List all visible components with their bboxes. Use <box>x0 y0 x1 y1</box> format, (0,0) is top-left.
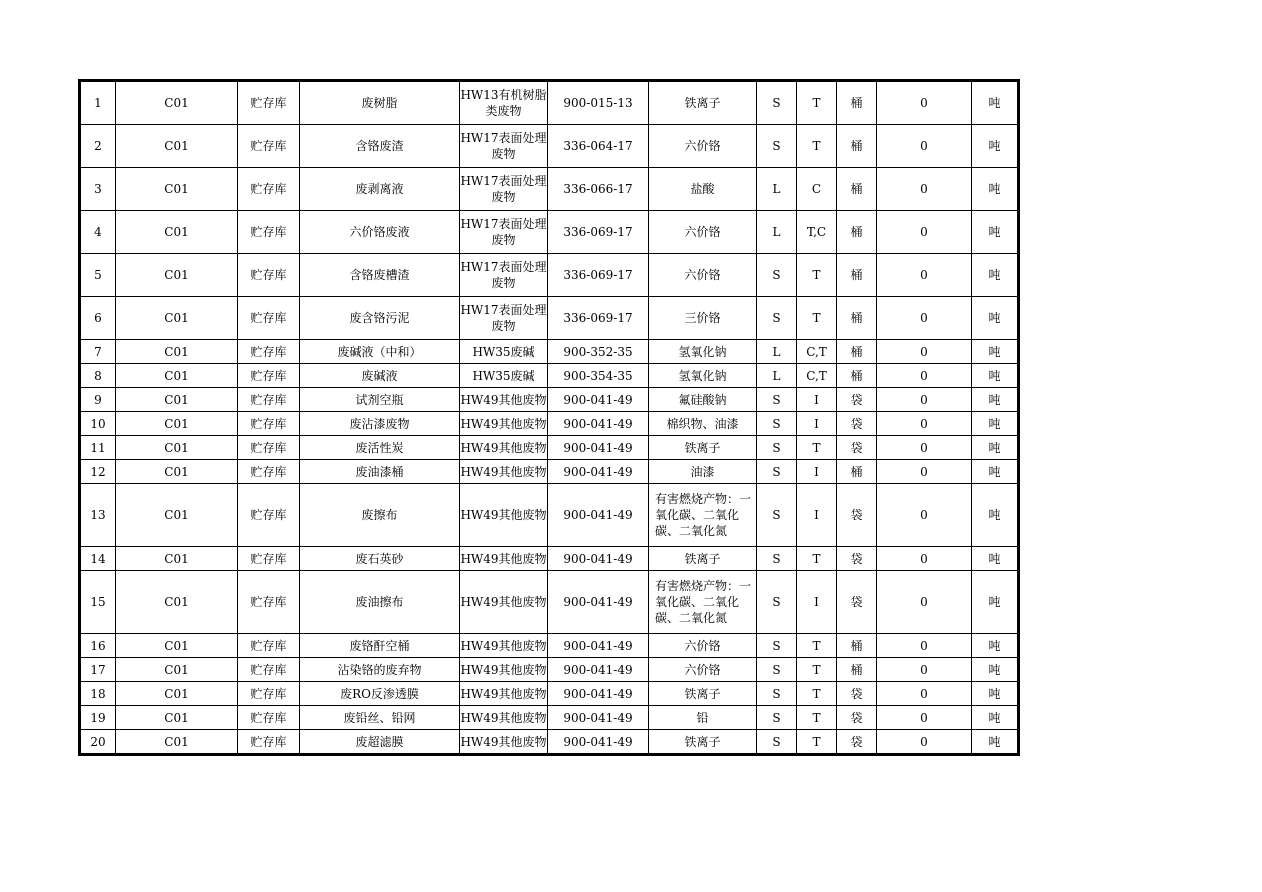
waste-category-cell: HW49其他废物 <box>460 658 548 682</box>
waste-name-cell: 废碱液 <box>300 364 460 388</box>
physical-state-cell: S <box>757 388 797 412</box>
unit-cell: 吨 <box>972 125 1019 168</box>
waste-code-cell: 900-041-49 <box>548 730 649 755</box>
physical-state-cell: S <box>757 484 797 547</box>
storage-place-cell: 贮存库 <box>238 460 300 484</box>
hazard-property-cell: T <box>797 730 837 755</box>
waste-name-cell: 废油擦布 <box>300 571 460 634</box>
storage-place-cell: 贮存库 <box>238 340 300 364</box>
location-code-cell: C01 <box>116 81 238 125</box>
physical-state-cell: S <box>757 547 797 571</box>
physical-state-cell: S <box>757 682 797 706</box>
location-code-cell: C01 <box>116 297 238 340</box>
location-code-cell: C01 <box>116 658 238 682</box>
waste-code-cell: 336-064-17 <box>548 125 649 168</box>
row-number-cell: 2 <box>80 125 116 168</box>
row-number-cell: 4 <box>80 211 116 254</box>
row-number-cell: 11 <box>80 436 116 460</box>
quantity-cell: 0 <box>877 81 972 125</box>
waste-name-cell: 废沾漆废物 <box>300 412 460 436</box>
table-row <box>80 571 1019 634</box>
waste-category-cell: HW35废碱 <box>460 364 548 388</box>
location-code-cell: C01 <box>116 571 238 634</box>
quantity-cell: 0 <box>877 571 972 634</box>
unit-cell: 吨 <box>972 682 1019 706</box>
hazardous-component-cell: 铅 <box>649 706 757 730</box>
location-code-cell: C01 <box>116 211 238 254</box>
hazard-property-cell: T <box>797 634 837 658</box>
waste-category-cell: HW13有机树脂类废物 <box>460 81 548 125</box>
hazardous-component-cell: 棉织物、油漆 <box>649 412 757 436</box>
storage-place-cell: 贮存库 <box>238 682 300 706</box>
waste-code-cell: 336-069-17 <box>548 211 649 254</box>
hazardous-component-cell: 油漆 <box>649 460 757 484</box>
location-code-cell: C01 <box>116 168 238 211</box>
hazardous-component-cell: 铁离子 <box>649 547 757 571</box>
quantity-cell: 0 <box>877 340 972 364</box>
waste-category-cell: HW49其他废物 <box>460 634 548 658</box>
unit-cell: 吨 <box>972 388 1019 412</box>
waste-category-cell: HW49其他废物 <box>460 706 548 730</box>
waste-category-cell: HW49其他废物 <box>460 388 548 412</box>
table-row <box>80 412 1019 436</box>
quantity-cell: 0 <box>877 364 972 388</box>
waste-code-cell: 900-352-35 <box>548 340 649 364</box>
physical-state-cell: S <box>757 460 797 484</box>
waste-name-cell: 废石英砂 <box>300 547 460 571</box>
waste-code-cell: 900-041-49 <box>548 706 649 730</box>
packaging-cell: 桶 <box>837 81 877 125</box>
physical-state-cell: S <box>757 254 797 297</box>
packaging-cell: 桶 <box>837 211 877 254</box>
waste-name-cell: 六价铬废液 <box>300 211 460 254</box>
hazard-property-cell: C,T <box>797 364 837 388</box>
storage-place-cell: 贮存库 <box>238 168 300 211</box>
waste-name-cell: 沾染铬的废弃物 <box>300 658 460 682</box>
row-number-cell: 1 <box>80 81 116 125</box>
storage-place-cell: 贮存库 <box>238 436 300 460</box>
row-number-cell: 18 <box>80 682 116 706</box>
waste-inventory-table <box>78 79 1020 756</box>
hazardous-component-cell: 铁离子 <box>649 730 757 755</box>
waste-category-cell: HW49其他废物 <box>460 682 548 706</box>
hazard-property-cell: I <box>797 460 837 484</box>
row-number-cell: 14 <box>80 547 116 571</box>
waste-code-cell: 336-069-17 <box>548 297 649 340</box>
location-code-cell: C01 <box>116 364 238 388</box>
location-code-cell: C01 <box>116 484 238 547</box>
storage-place-cell: 贮存库 <box>238 547 300 571</box>
storage-place-cell: 贮存库 <box>238 388 300 412</box>
location-code-cell: C01 <box>116 340 238 364</box>
waste-code-cell: 336-066-17 <box>548 168 649 211</box>
waste-category-cell: HW17表面处理废物 <box>460 168 548 211</box>
hazardous-component-cell: 铁离子 <box>649 436 757 460</box>
hazardous-component-cell: 三价铬 <box>649 297 757 340</box>
waste-name-cell: 含铬废渣 <box>300 125 460 168</box>
location-code-cell: C01 <box>116 254 238 297</box>
table-row <box>80 730 1019 755</box>
packaging-cell: 袋 <box>837 436 877 460</box>
hazard-property-cell: T <box>797 254 837 297</box>
unit-cell: 吨 <box>972 168 1019 211</box>
table-row <box>80 168 1019 211</box>
storage-place-cell: 贮存库 <box>238 297 300 340</box>
hazardous-component-cell: 六价铬 <box>649 254 757 297</box>
table-row <box>80 125 1019 168</box>
packaging-cell: 桶 <box>837 460 877 484</box>
packaging-cell: 袋 <box>837 571 877 634</box>
unit-cell: 吨 <box>972 658 1019 682</box>
packaging-cell: 桶 <box>837 634 877 658</box>
hazard-property-cell: T <box>797 658 837 682</box>
unit-cell: 吨 <box>972 706 1019 730</box>
hazard-property-cell: T <box>797 297 837 340</box>
row-number-cell: 6 <box>80 297 116 340</box>
waste-code-cell: 900-041-49 <box>548 682 649 706</box>
physical-state-cell: S <box>757 125 797 168</box>
table-row <box>80 547 1019 571</box>
waste-name-cell: 试剂空瓶 <box>300 388 460 412</box>
physical-state-cell: L <box>757 340 797 364</box>
quantity-cell: 0 <box>877 658 972 682</box>
row-number-cell: 17 <box>80 658 116 682</box>
location-code-cell: C01 <box>116 634 238 658</box>
waste-category-cell: HW17表面处理废物 <box>460 125 548 168</box>
packaging-cell: 袋 <box>837 388 877 412</box>
row-number-cell: 7 <box>80 340 116 364</box>
physical-state-cell: S <box>757 297 797 340</box>
physical-state-cell: L <box>757 168 797 211</box>
packaging-cell: 袋 <box>837 730 877 755</box>
table-row <box>80 297 1019 340</box>
quantity-cell: 0 <box>877 682 972 706</box>
hazardous-component-cell: 六价铬 <box>649 125 757 168</box>
physical-state-cell: L <box>757 364 797 388</box>
waste-category-cell: HW49其他废物 <box>460 460 548 484</box>
quantity-cell: 0 <box>877 730 972 755</box>
hazard-property-cell: T <box>797 547 837 571</box>
waste-category-cell: HW49其他废物 <box>460 571 548 634</box>
unit-cell: 吨 <box>972 547 1019 571</box>
waste-name-cell: 废RO反渗透膜 <box>300 682 460 706</box>
quantity-cell: 0 <box>877 436 972 460</box>
unit-cell: 吨 <box>972 81 1019 125</box>
hazardous-component-cell: 氢氧化钠 <box>649 364 757 388</box>
unit-cell: 吨 <box>972 460 1019 484</box>
hazardous-component-cell: 六价铬 <box>649 658 757 682</box>
quantity-cell: 0 <box>877 254 972 297</box>
quantity-cell: 0 <box>877 125 972 168</box>
unit-cell: 吨 <box>972 571 1019 634</box>
unit-cell: 吨 <box>972 634 1019 658</box>
location-code-cell: C01 <box>116 706 238 730</box>
packaging-cell: 袋 <box>837 706 877 730</box>
row-number-cell: 12 <box>80 460 116 484</box>
hazardous-component-cell: 铁离子 <box>649 682 757 706</box>
quantity-cell: 0 <box>877 634 972 658</box>
hazard-property-cell: T <box>797 706 837 730</box>
table-row <box>80 388 1019 412</box>
quantity-cell: 0 <box>877 388 972 412</box>
waste-code-cell: 900-041-49 <box>548 436 649 460</box>
table-row <box>80 682 1019 706</box>
packaging-cell: 桶 <box>837 297 877 340</box>
packaging-cell: 桶 <box>837 254 877 297</box>
location-code-cell: C01 <box>116 682 238 706</box>
waste-category-cell: HW35废碱 <box>460 340 548 364</box>
waste-code-cell: 900-041-49 <box>548 484 649 547</box>
row-number-cell: 16 <box>80 634 116 658</box>
waste-category-cell: HW17表面处理废物 <box>460 254 548 297</box>
location-code-cell: C01 <box>116 436 238 460</box>
storage-place-cell: 贮存库 <box>238 364 300 388</box>
waste-code-cell: 900-041-49 <box>548 388 649 412</box>
unit-cell: 吨 <box>972 254 1019 297</box>
packaging-cell: 桶 <box>837 340 877 364</box>
hazardous-component-cell: 盐酸 <box>649 168 757 211</box>
waste-name-cell: 废树脂 <box>300 81 460 125</box>
physical-state-cell: S <box>757 634 797 658</box>
quantity-cell: 0 <box>877 460 972 484</box>
waste-name-cell: 含铬废槽渣 <box>300 254 460 297</box>
packaging-cell: 袋 <box>837 412 877 436</box>
waste-name-cell: 废含铬污泥 <box>300 297 460 340</box>
packaging-cell: 袋 <box>837 682 877 706</box>
storage-place-cell: 贮存库 <box>238 730 300 755</box>
table-row <box>80 484 1019 547</box>
waste-category-cell: HW49其他废物 <box>460 547 548 571</box>
quantity-cell: 0 <box>877 297 972 340</box>
waste-category-cell: HW49其他废物 <box>460 412 548 436</box>
waste-name-cell: 废铬酐空桶 <box>300 634 460 658</box>
waste-name-cell: 废擦布 <box>300 484 460 547</box>
table-row <box>80 254 1019 297</box>
hazardous-component-cell: 有害燃烧产物：一氧化碳、二氧化碳、二氧化氮 <box>649 571 757 634</box>
waste-name-cell: 废碱液（中和） <box>300 340 460 364</box>
quantity-cell: 0 <box>877 412 972 436</box>
hazard-property-cell: C <box>797 168 837 211</box>
row-number-cell: 15 <box>80 571 116 634</box>
table-row <box>80 81 1019 125</box>
physical-state-cell: S <box>757 571 797 634</box>
waste-category-cell: HW49其他废物 <box>460 484 548 547</box>
hazard-property-cell: T <box>797 125 837 168</box>
row-number-cell: 5 <box>80 254 116 297</box>
row-number-cell: 19 <box>80 706 116 730</box>
row-number-cell: 13 <box>80 484 116 547</box>
waste-code-cell: 900-041-49 <box>548 412 649 436</box>
hazard-property-cell: I <box>797 412 837 436</box>
hazardous-component-cell: 氟硅酸钠 <box>649 388 757 412</box>
waste-code-cell: 900-041-49 <box>548 634 649 658</box>
packaging-cell: 桶 <box>837 125 877 168</box>
table-row <box>80 460 1019 484</box>
location-code-cell: C01 <box>116 547 238 571</box>
quantity-cell: 0 <box>877 547 972 571</box>
waste-category-cell: HW49其他废物 <box>460 730 548 755</box>
hazard-property-cell: T <box>797 81 837 125</box>
packaging-cell: 袋 <box>837 484 877 547</box>
row-number-cell: 20 <box>80 730 116 755</box>
unit-cell: 吨 <box>972 340 1019 364</box>
table-row <box>80 658 1019 682</box>
packaging-cell: 桶 <box>837 168 877 211</box>
physical-state-cell: S <box>757 436 797 460</box>
packaging-cell: 袋 <box>837 547 877 571</box>
waste-name-cell: 废活性炭 <box>300 436 460 460</box>
table-row <box>80 706 1019 730</box>
hazardous-component-cell: 氢氧化钠 <box>649 340 757 364</box>
table-row <box>80 340 1019 364</box>
row-number-cell: 9 <box>80 388 116 412</box>
unit-cell: 吨 <box>972 484 1019 547</box>
waste-category-cell: HW17表面处理废物 <box>460 211 548 254</box>
hazard-property-cell: I <box>797 484 837 547</box>
quantity-cell: 0 <box>877 211 972 254</box>
waste-code-cell: 336-069-17 <box>548 254 649 297</box>
waste-code-cell: 900-354-35 <box>548 364 649 388</box>
hazard-property-cell: I <box>797 571 837 634</box>
physical-state-cell: L <box>757 211 797 254</box>
waste-code-cell: 900-041-49 <box>548 547 649 571</box>
waste-code-cell: 900-041-49 <box>548 460 649 484</box>
quantity-cell: 0 <box>877 484 972 547</box>
storage-place-cell: 贮存库 <box>238 81 300 125</box>
waste-code-cell: 900-041-49 <box>548 571 649 634</box>
hazardous-component-cell: 铁离子 <box>649 81 757 125</box>
unit-cell: 吨 <box>972 364 1019 388</box>
storage-place-cell: 贮存库 <box>238 125 300 168</box>
waste-category-cell: HW17表面处理废物 <box>460 297 548 340</box>
location-code-cell: C01 <box>116 730 238 755</box>
hazard-property-cell: T <box>797 436 837 460</box>
location-code-cell: C01 <box>116 388 238 412</box>
table-row <box>80 364 1019 388</box>
quantity-cell: 0 <box>877 168 972 211</box>
storage-place-cell: 贮存库 <box>238 211 300 254</box>
hazard-property-cell: T <box>797 682 837 706</box>
storage-place-cell: 贮存库 <box>238 706 300 730</box>
unit-cell: 吨 <box>972 297 1019 340</box>
location-code-cell: C01 <box>116 460 238 484</box>
hazardous-component-cell: 六价铬 <box>649 211 757 254</box>
waste-name-cell: 废油漆桶 <box>300 460 460 484</box>
location-code-cell: C01 <box>116 412 238 436</box>
location-code-cell: C01 <box>116 125 238 168</box>
storage-place-cell: 贮存库 <box>238 254 300 297</box>
waste-name-cell: 废剥离液 <box>300 168 460 211</box>
storage-place-cell: 贮存库 <box>238 412 300 436</box>
unit-cell: 吨 <box>972 412 1019 436</box>
waste-code-cell: 900-015-13 <box>548 81 649 125</box>
packaging-cell: 桶 <box>837 658 877 682</box>
row-number-cell: 3 <box>80 168 116 211</box>
waste-category-cell: HW49其他废物 <box>460 436 548 460</box>
hazard-property-cell: T,C <box>797 211 837 254</box>
hazardous-component-cell: 六价铬 <box>649 634 757 658</box>
unit-cell: 吨 <box>972 730 1019 755</box>
physical-state-cell: S <box>757 81 797 125</box>
physical-state-cell: S <box>757 706 797 730</box>
waste-code-cell: 900-041-49 <box>548 658 649 682</box>
table-row <box>80 634 1019 658</box>
unit-cell: 吨 <box>972 211 1019 254</box>
storage-place-cell: 贮存库 <box>238 634 300 658</box>
physical-state-cell: S <box>757 730 797 755</box>
table-row <box>80 436 1019 460</box>
hazard-property-cell: I <box>797 388 837 412</box>
storage-place-cell: 贮存库 <box>238 658 300 682</box>
quantity-cell: 0 <box>877 706 972 730</box>
physical-state-cell: S <box>757 412 797 436</box>
row-number-cell: 10 <box>80 412 116 436</box>
hazardous-component-cell: 有害燃烧产物：一氧化碳、二氧化碳、二氧化氮 <box>649 484 757 547</box>
unit-cell: 吨 <box>972 436 1019 460</box>
waste-name-cell: 废超滤膜 <box>300 730 460 755</box>
waste-name-cell: 废铅丝、铅网 <box>300 706 460 730</box>
physical-state-cell: S <box>757 658 797 682</box>
storage-place-cell: 贮存库 <box>238 484 300 547</box>
hazard-property-cell: C,T <box>797 340 837 364</box>
table-row <box>80 211 1019 254</box>
packaging-cell: 桶 <box>837 364 877 388</box>
storage-place-cell: 贮存库 <box>238 571 300 634</box>
row-number-cell: 8 <box>80 364 116 388</box>
